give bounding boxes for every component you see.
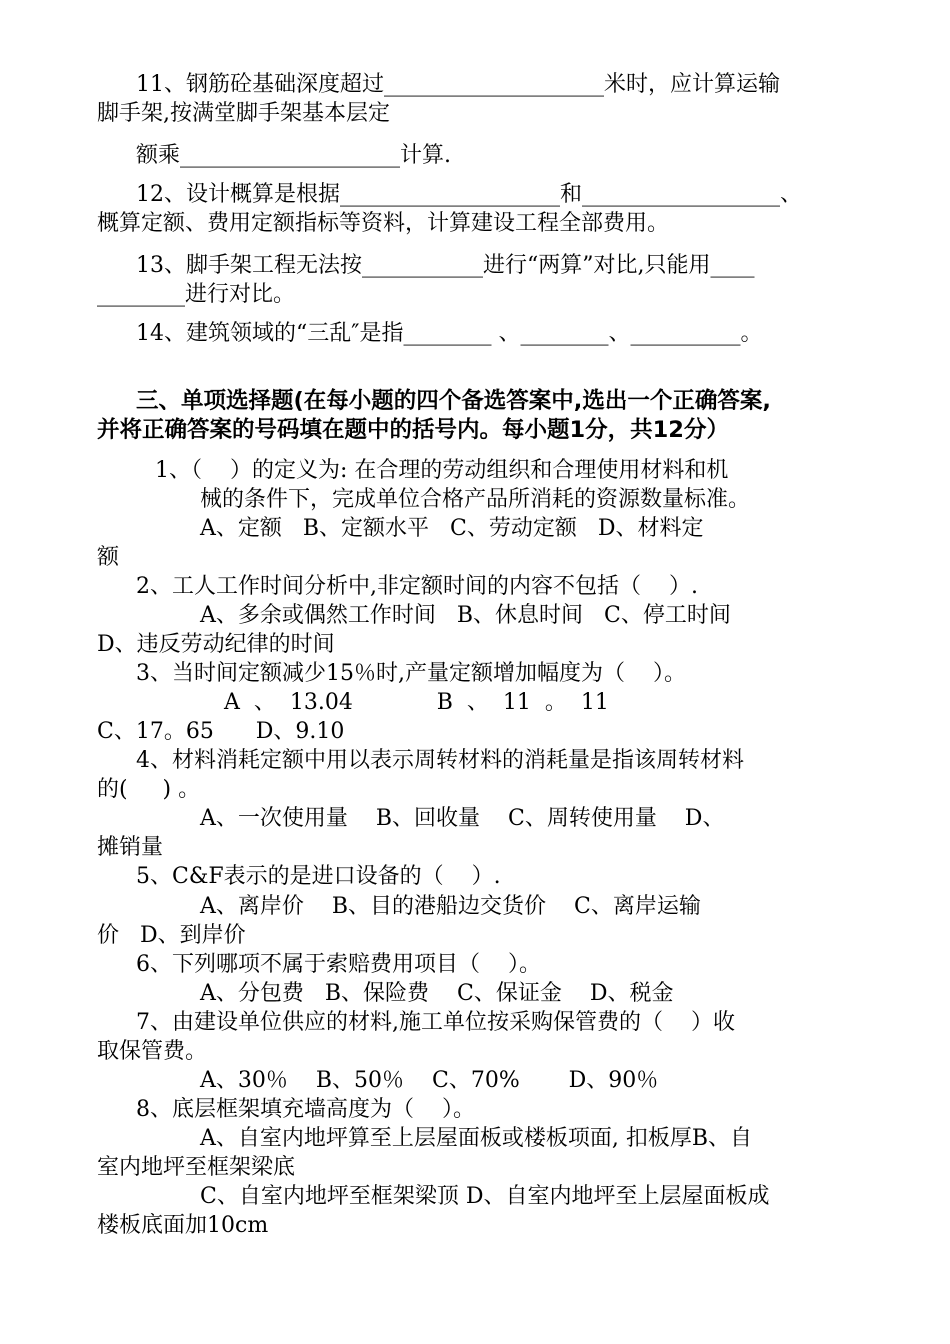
question-11-line1: 11、钢筋砼基础深度超过____________________米时，应计算运输 xyxy=(136,72,780,97)
mc-question-6-line1: 6、下列哪项不属于索赔费用项目（ ）。 xyxy=(136,952,541,977)
question-13-line2: ________进行对比。 xyxy=(97,282,296,307)
mc-question-7-line1: 7、由建设单位供应的材料,施工单位按采购保管费的（ ）收 xyxy=(136,1010,735,1035)
mc-question-2-line1: 2、工人工作时间分析中,非定额时间的内容不包括（ ）. xyxy=(136,574,698,599)
section-3-heading-line2: 并将正确答案的号码填在题中的括号内。每小题1分，共12分） xyxy=(97,417,729,443)
mc-question-1-line2: 械的条件下，完成单位合格产品所消耗的资源数量标准。 xyxy=(200,487,751,512)
mc-question-1-options-wrap: 额 xyxy=(97,545,120,570)
question-11-line2: 脚手架,按满堂脚手架基本层定 xyxy=(97,101,390,126)
mc-question-1-line1: 1、（ ）的定义为: 在合理的劳动组织和合理使用材料和机 xyxy=(155,458,729,483)
mc-question-8-option-d-wrap: 楼板底面加10cm xyxy=(97,1213,269,1238)
mc-question-5-options-wrap: 价 D、到岸价 xyxy=(97,923,246,948)
question-11-line3: 额乘____________________计算. xyxy=(136,143,451,168)
mc-question-8-option-a: A、自室内地坪算至上层屋面板或楼板项面, 扣板厚B、自 xyxy=(200,1126,753,1151)
mc-question-8-option-a-wrap: 室内地坪至框架梁底 xyxy=(97,1155,296,1180)
mc-question-1-options: A、定额 B、定额水平 C、劳动定额 D、材料定 xyxy=(200,516,704,541)
section-3-heading-line1: 三、单项选择题(在每小题的四个备选答案中,选出一个正确答案, xyxy=(136,388,771,414)
question-12-line2: 概算定额、费用定额指标等资料，计算建设工程全部费用。 xyxy=(97,211,670,236)
question-14-line1: 14、建筑领域的“三乱″是指________ 、________、__________。 xyxy=(136,321,763,346)
mc-question-3-line1: 3、当时间定额减少15％时,产量定额增加幅度为（ ）。 xyxy=(136,661,686,686)
mc-question-2-options-wrap: D、违反劳动纪律的时间 xyxy=(97,632,335,657)
mc-question-7-options: A、30％ B、50％ C、70% D、90％ xyxy=(200,1068,659,1093)
mc-question-2-options: A、多余或偶然工作时间 B、休息时间 C、停工时间 xyxy=(200,603,731,628)
mc-question-5-line1: 5、C&F表示的是进口设备的（ ）. xyxy=(136,864,501,889)
question-12-line1: 12、设计概算是根据____________________和__________________、 xyxy=(136,182,802,207)
mc-question-4-options-wrap: 摊销量 xyxy=(97,835,164,860)
mc-question-7-line2: 取保管费。 xyxy=(97,1039,208,1064)
mc-question-8-option-c: C、自室内地坪至框架梁顶 D、自室内地坪至上层屋面板成 xyxy=(200,1184,770,1209)
mc-question-4-options: A、一次使用量 B、回收量 C、周转使用量 D、 xyxy=(200,806,725,831)
mc-question-4-line2: 的( ) 。 xyxy=(97,777,201,802)
mc-question-5-options: A、离岸价 B、目的港船边交货价 C、离岸运输 xyxy=(200,894,701,919)
question-13-line1: 13、脚手架工程无法按___________进行“两算”对比,只能用____ xyxy=(136,253,755,278)
mc-question-4-line1: 4、材料消耗定额中用以表示周转材料的消耗量是指该周转材料 xyxy=(136,748,744,773)
mc-question-8-line1: 8、底层框架填充墙高度为（ ）。 xyxy=(136,1097,475,1122)
mc-question-6-options: A、分包费 B、保险费 C、保证金 D、税金 xyxy=(200,981,674,1006)
mc-question-3-options: A 、 13.04 B 、 11 。 11 xyxy=(224,690,609,715)
mc-question-3-options-wrap: C、17。65 D、9.10 xyxy=(97,719,345,744)
